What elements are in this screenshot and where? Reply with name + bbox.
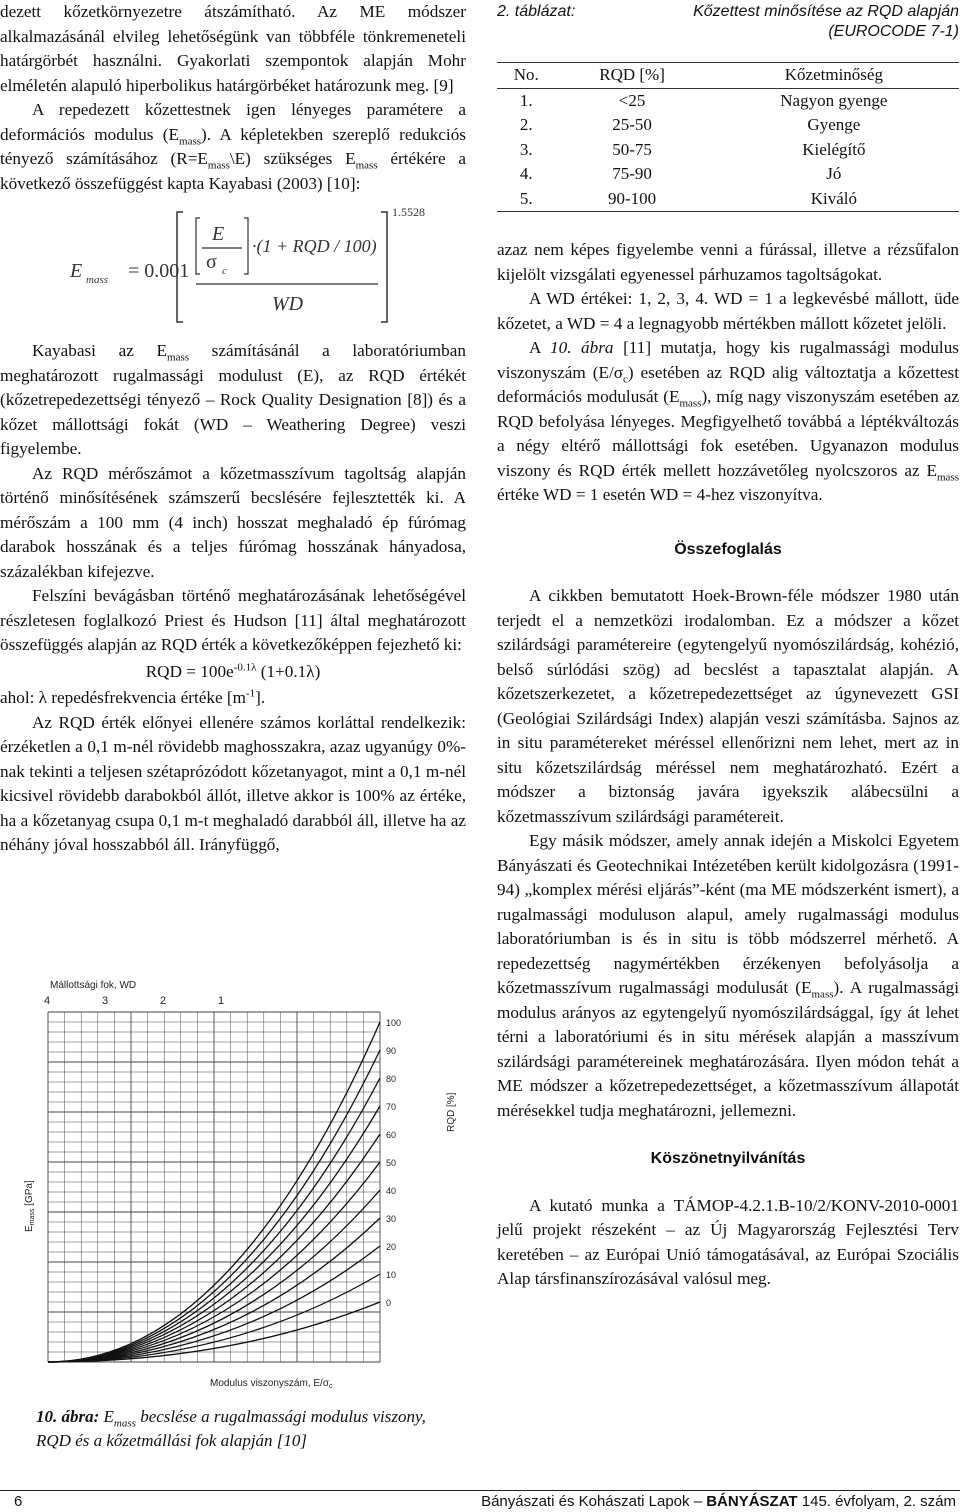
formula-coef: = 0.001	[128, 260, 190, 282]
paragraph: Az RQD érték előnyei ellenére számos korláttal rendelkezik: érzéketlen a 0,1 m-nél rövidebb maghosszakra, azaz ugyanúgy 0%-nak tekinti a teljesen szétaprózódott kőzetanyagot, mint a 0,1 m-nél kicsivel rövidebb darabokból állót, illetve akkor is 100% az értéke, ha a kőzetanyag csupa 0,1 m-t meghaladó darabból áll, illetve ha az néhány jóval hosszabból áll. Irányfüggő,	[0, 712, 466, 854]
table-row	[497, 162, 959, 187]
table-title: Kőzettest minősítése az RQD alapján (EUROCODE 7-1)	[693, 3, 959, 40]
top-tick-label: 3	[102, 995, 109, 1007]
rqd-tick-label: 90	[386, 1046, 397, 1056]
table-cell: <25	[618, 90, 646, 110]
formula-lhs-sub: mass	[86, 274, 109, 286]
formula-sigma: σ	[206, 251, 217, 273]
table-header: Kőzetminőség	[784, 65, 883, 84]
top-tick-label: 1	[218, 995, 225, 1007]
table-cell: Nagyon gyenge	[780, 90, 888, 110]
formula-E: E	[212, 223, 225, 245]
rqd-tick-label: 40	[386, 1186, 397, 1196]
rqd-tick-label: 80	[386, 1074, 397, 1084]
table-cell: Kiváló	[810, 188, 857, 208]
figure-caption: 10. ábra: $E_{mass}$ becslése a rugalmassági modulus viszony, RQD és a kőzetmállási fok alapján [10]	[36, 1407, 426, 1450]
table-cell: 5.	[519, 188, 533, 208]
formula-lhs: E	[70, 260, 83, 282]
rqd-table	[497, 62, 959, 212]
table-row	[497, 187, 959, 212]
paragraph: A WD értékei: 1, 2, 3, 4. WD = 1 a legkevésbé mállott, üde kőzetet, a WD = 4 a legnagyobb mértékben mállott kőzetet jelöli.	[497, 289, 959, 333]
table-caption	[497, 2, 959, 42]
page-number: 6	[14, 1493, 23, 1510]
table-row	[497, 113, 959, 138]
table-cell: Kielégítő	[802, 139, 866, 159]
table-cell: 3.	[519, 139, 533, 159]
x-axis-label: Modulus viszonyszám, $E/\sigma_c$	[210, 1378, 333, 1390]
journal-info: Bányászati és Kohászati Lapok – BÁNYÁSZAT 145. évfolyam, 2. szám	[481, 1493, 956, 1510]
rqd-equation: RQD = $100e^{-0.1\lambda}$ (1+0.1λ)	[145, 660, 321, 681]
page-footer	[0, 1490, 960, 1512]
section-heading: Összefoglalás	[674, 540, 782, 558]
formula-den: WD	[272, 293, 304, 315]
left-column	[0, 0, 466, 858]
table-row	[497, 138, 959, 163]
rqd-tick-label: 100	[386, 1018, 402, 1028]
formula-mid: ·(1 + RQD / 100)	[252, 236, 377, 256]
figure-10	[20, 972, 468, 1392]
paragraph: Felszíni bevágásban történő meghatározásának lehetőségével részletesen foglalkozó Priest és Hudson [11] által meghatározott összefüggés alapján az RQD érték a következőképpen fejezhető ki:	[0, 586, 466, 654]
kayabasi-formula	[0, 204, 466, 329]
right-column	[497, 0, 959, 1292]
rqd-tick-label: 50	[386, 1158, 397, 1168]
paragraph: dezett kőzetkörnyezetre átszámítható. Az ME módszer alkalmazásánál elvileg lehetőségünk van többféle tönkremeneteli határgörbét használni. Gyakorlati szempontok alapján Mohr elméletén alapuló hiperbolikus határgörbéket határozunk meg. [9]	[0, 2, 466, 95]
table-label: 2. táblázat:	[497, 3, 576, 20]
paragraph: Az RQD mérőszámot a kőzetmasszívum tagoltság alapján történő minősítésének számszerű becslésére fejlesztették ki. A mérőszám a 100 mm (4 inch) hosszat meghaladó ép fúrómag darabok hosszának és a teljes fúrómag hosszának hányadosa, százalékban kifejezve.	[0, 463, 466, 581]
top-axis-label: Mállottsági fok, WD	[50, 980, 137, 991]
table-cell: Jó	[826, 164, 842, 183]
paragraph: A 10. ábra [11] mutatja, hogy kis rugalmassági modulus viszonyszám $(E/\sigma_c)$ esetében az RQD alig változtatja a kőzettest deformációs modulusát $(E_{mass})$, míg nagy viszonyszám esetében az RQD befolyása lényeges. Megfigyelhető továbbá a léptékváltozás a négy eltérő mállottsági fok esetében. Ugyanazon modulus viszony és RQD érték mellett hozzávetőleg nyolcszoros az $E_{mass}$ értéke WD = 1 esetén WD = 4-hez viszonyítva.	[497, 338, 959, 504]
rqd-tick-label: 10	[386, 1270, 397, 1280]
paragraph: Egy másik módszer, amely annak idején a Miskolci Egyetem Bányászati és Geotechnikai Intézetében került kidolgozásra (1991-94) „komplex mérési eljárás”-ként (ma ME módszerként ismert), a rugalmassági moduluson alapul, amely rugalmassági modulus laboratóriumban is és in situ is több módszerrel mérhető. A repedezettség nagymértékben érzékenyen befolyásolja a kőzetmasszívum rugalmassági modulusát $(E_{mass})$. A rugalmassági modulus arányos az egytengelyű nyomószilárdsággal, így át lehet térni a laboratóriumi és in situ mérések alapján a masszívum szilárdsági paramétereinek meghatározására. Ilyen módon tehát a ME módszer a kőzetrepedezettséget, a kőzetmasszívum állapotát mérésekkel tudja meghatározni, jellemezni.	[497, 831, 959, 1120]
section-heading: Köszönetnyilvánítás	[650, 1150, 806, 1167]
y-axis-label: $E_{mass}$ [GPa]	[24, 1180, 36, 1232]
paragraph: Kayabasi az $E_{mass}$ számításánál a laboratóriumban meghatározott rugalmassági modulust (E), az RQD értékét (kőzetrepedezettségi tényező – Rock Quality Designation [8]) és a kőzet mállottsági fokát (WD – Weathering Degree) veszi figyelembe.	[0, 341, 466, 458]
table-cell: 2.	[519, 115, 533, 134]
table-header-row	[497, 63, 959, 89]
rqd-tick-label: 70	[386, 1102, 397, 1112]
rqd-tick-label: 60	[386, 1130, 397, 1140]
top-tick-label: 4	[44, 995, 51, 1007]
paragraph: A kutató munka a TÁMOP-4.2.1.B-10/2/KONV-2010-0001 jelű projekt részeként – az Új Magyarország Fejlesztési Terv keretében – az Európai Unió támogatásával, az Európai Szociális Alap társfinanszírozásával valósul meg.	[497, 1195, 959, 1288]
right-axis-label: RQD [%]	[446, 1092, 457, 1132]
table-cell: 75-90	[612, 164, 652, 183]
figure-grid	[48, 1012, 380, 1362]
table-header: No.	[513, 65, 539, 84]
formula-graphic	[0, 204, 466, 329]
paragraph: azaz nem képes figyelembe venni a fúrással, illetve a rézsűfalon kijelölt vizsgálati egyenessel párhuzamos tagoltságokat.	[497, 240, 959, 284]
paragraph: A cikkben bemutatott Hoek-Brown-féle módszer 1980 után terjedt el a nemzetközi irodalomban. Ez a módszer a kőzet szilárdsági paramétereire (egytengelyű nyomószilárdság, kohézió, belső súrlódási szög) ad becslést a tapasztalat alapján. A kőzetszerkezetet, a kőzetrepedezettséget az úgynevezett GSI (Geológiai Szilárdsági Index) alapján veszi számításba. Sajnos az in situ paramétereket méréssel ellenőrizni nem lehet, mert az in situ kőzetszilárdság méréssel nem meghatározható. Ezért a módszer a biztonság javára igyekszik alábecsülni a kőzetmasszívum szilárdsági paramétereit.	[497, 586, 959, 826]
formula-exponent: 1.5528	[392, 205, 425, 219]
formula-sigma-sub: c	[222, 265, 227, 277]
table-cell: Gyenge	[807, 115, 861, 134]
paragraph: A repedezett kőzettestnek igen lényeges paramétere a deformációs modulus $(E_{mass})$. A képletekben szereplő redukciós tényező számításához $(R=E_{mass}\backslash E)$ szükséges $E_{mass}$ értékére a következő összefüggést kapta Kayabasi (2003) [10]:	[0, 100, 467, 193]
figure-10-graphic	[20, 972, 468, 1392]
table-cell: 4.	[519, 164, 533, 183]
table-row	[497, 88, 959, 113]
table-cell: 1.	[519, 90, 533, 110]
table-header: RQD [%]	[599, 65, 665, 84]
rqd-tick-label: 30	[386, 1214, 397, 1224]
rqd-tick-label: 20	[386, 1242, 397, 1252]
top-tick-label: 2	[160, 995, 167, 1007]
table-cell: 50-75	[612, 139, 652, 159]
rqd-tick-label: 0	[386, 1298, 392, 1308]
table-cell: 25-50	[612, 115, 652, 134]
equation-legend: ahol: λ repedésfrekvencia értéke $[m^{-1}]$.	[0, 687, 266, 707]
table-cell: 90-100	[607, 188, 657, 208]
